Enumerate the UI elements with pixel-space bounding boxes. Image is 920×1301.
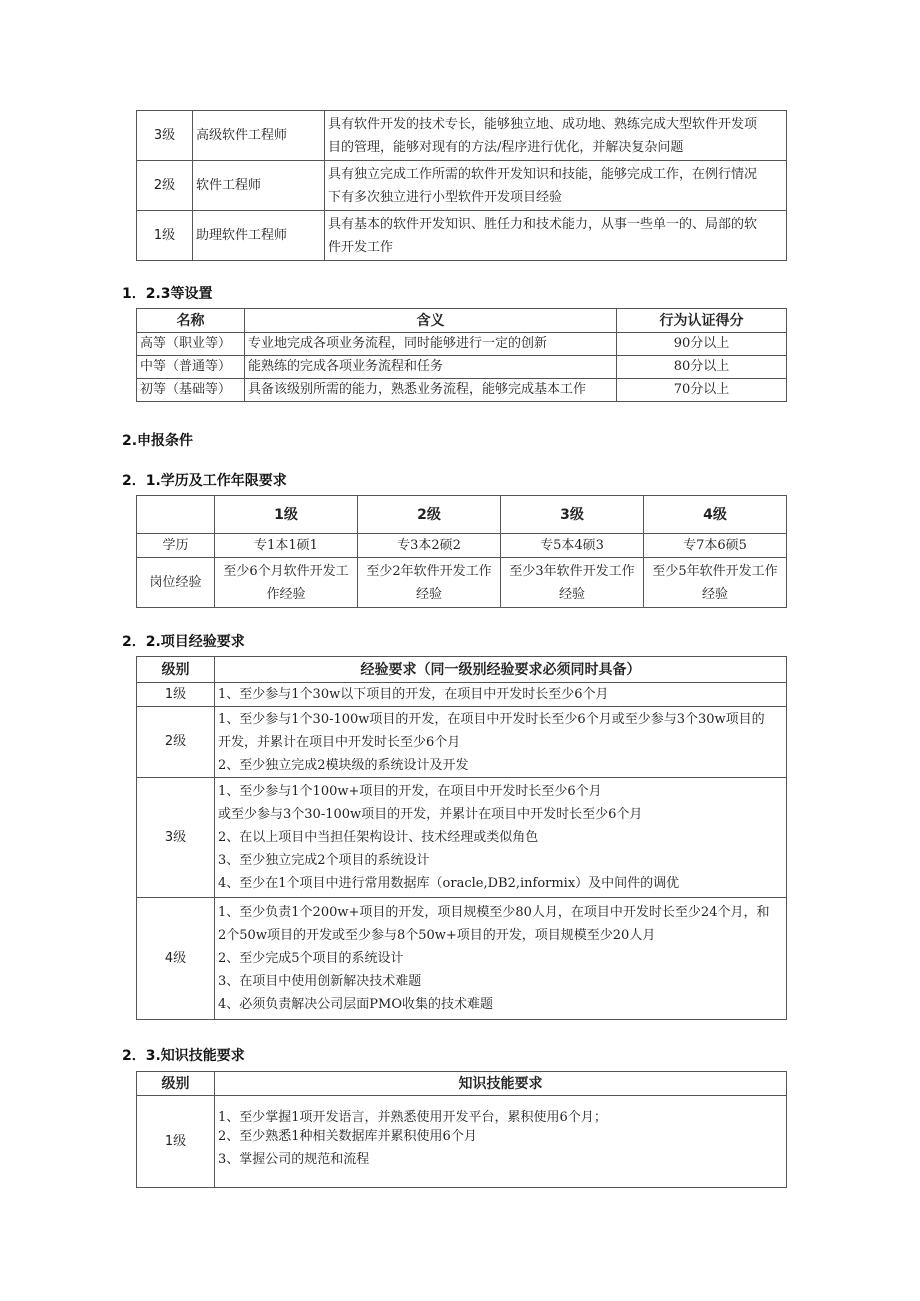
level-cell: 1级 [137, 683, 215, 707]
level-cell: 1级 [137, 211, 193, 261]
experience-line: 至少2年软件开发工作 [366, 563, 492, 579]
experience-value [644, 558, 787, 608]
grade-meaning: 能熟练的完成各项业务流程和任务 [245, 356, 617, 379]
column-header: 4级 [644, 496, 787, 534]
grade-name: 中等（普通等） [137, 356, 245, 379]
grade-setting-table [136, 308, 787, 402]
section-heading: 2．1.学历及工作年限要求 [122, 473, 287, 489]
column-header: 名称 [137, 309, 245, 333]
requirement-cell [215, 707, 787, 778]
experience-value [215, 558, 358, 608]
requirement-line: 开发，并累计在项目中开发时长至少6个月 [218, 734, 461, 750]
column-header: 级别 [137, 1072, 215, 1096]
level-cell: 1级 [137, 1096, 215, 1188]
column-header: 行为认证得分 [617, 309, 787, 333]
desc-cell [325, 211, 787, 261]
title-cell: 高级软件工程师 [193, 111, 325, 161]
level-cell: 3级 [137, 111, 193, 161]
title-cell: 助理软件工程师 [193, 211, 325, 261]
requirement-line: 2、至少独立完成2模块级的系统设计及开发 [218, 757, 469, 773]
desc-line: 具有独立完成工作所需的软件开发知识和技能，能够完成工作，在例行情况 [328, 166, 758, 182]
title-cell: 软件工程师 [193, 161, 325, 211]
requirement-cell [215, 778, 787, 898]
requirement-line: 或至少参与3个30-100w项目的开发，并累计在项目中开发时长至少6个月 [218, 807, 643, 822]
desc-line: 具有软件开发的技术专长，能够独立地、成功地、熟练完成大型软件开发项 [328, 116, 758, 132]
grade-score: 90分以上 [617, 333, 787, 356]
requirement-line: 1、至少参与1个30w以下项目的开发，在项目中开发时长至少6个月 [218, 687, 609, 702]
experience-line: 至少5年软件开发工作 [652, 563, 778, 579]
level-cell: 2级 [137, 707, 215, 778]
column-header: 经验要求（同一级别经验要求必须同时具备） [215, 657, 787, 683]
requirement-line: 4、必须负责解决公司层面PMO收集的技术难题 [218, 997, 493, 1012]
education-value: 专5本4硕3 [501, 534, 644, 558]
requirement-cell [215, 898, 787, 1020]
experience-line: 经验 [701, 586, 728, 602]
requirement-line: 1、至少参与1个100w+项目的开发，在项目中开发时长至少6个月 [218, 784, 602, 799]
section-heading: 2．3.知识技能要求 [122, 1048, 245, 1064]
column-header [137, 496, 215, 534]
desc-line: 下有多次独立进行小型软件开发项目经验 [328, 189, 563, 205]
column-header: 级别 [137, 657, 215, 683]
column-header: 3级 [501, 496, 644, 534]
level-definition-table [136, 110, 787, 261]
section-heading: 1．2.3等设置 [122, 286, 213, 302]
education-table [136, 495, 787, 608]
requirement-line: 2、至少熟悉1种相关数据库并累积使用6个月 [218, 1129, 477, 1144]
column-header: 1级 [215, 496, 358, 534]
requirement-line: 4、至少在1个项目中进行常用数据库（oracle,DB2,informix）及中间件的调优 [218, 876, 680, 891]
requirement-line: 1、至少参与1个30-100w项目的开发，在项目中开发时长至少6个月或至少参与3个30w项目的 [218, 711, 765, 727]
requirement-line: 3、在项目中使用创新解决技术难题 [218, 974, 422, 989]
experience-line: 至少6个月软件开发工 [223, 563, 349, 579]
column-header: 知识技能要求 [215, 1072, 787, 1096]
requirement-line: 2、至少完成5个项目的系统设计 [218, 951, 404, 966]
requirement-cell [215, 1096, 787, 1188]
experience-line: 经验 [415, 586, 442, 602]
experience-line: 至少3年软件开发工作 [509, 563, 635, 579]
education-value: 专7本6硕5 [644, 534, 787, 558]
grade-meaning: 专业地完成各项业务流程，同时能够进行一定的创新 [245, 333, 617, 356]
grade-name: 初等（基础等） [137, 379, 245, 402]
requirement-line: 3、掌握公司的规范和流程 [218, 1152, 370, 1167]
desc-line: 目的管理，能够对现有的方法/程序进行优化，并解决复杂问题 [328, 139, 684, 155]
experience-value [358, 558, 501, 608]
requirement-cell [215, 683, 787, 707]
requirement-line: 2个50w项目的开发或至少参与8个50w+项目的开发，项目规模至少20人月 [218, 928, 656, 943]
section-heading: 2．2.项目经验要求 [122, 634, 245, 650]
grade-name: 高等（职业等） [137, 333, 245, 356]
level-cell: 2级 [137, 161, 193, 211]
experience-line: 作经验 [266, 586, 306, 602]
grade-score: 80分以上 [617, 356, 787, 379]
experience-line: 经验 [558, 586, 585, 602]
education-value: 专3本2硕2 [358, 534, 501, 558]
section-heading: 2.申报条件 [122, 433, 194, 449]
knowledge-skill-table [136, 1071, 787, 1188]
requirement-line: 2、在以上项目中当担任架构设计、技术经理或类似角色 [218, 830, 539, 845]
requirement-line: 1、至少掌握1项开发语言，并熟悉使用开发平台，累积使用6个月； [218, 1110, 607, 1125]
education-value: 专1本1硕1 [215, 534, 358, 558]
desc-cell [325, 111, 787, 161]
desc-line: 件开发工作 [328, 239, 394, 255]
desc-line: 具有基本的软件开发知识、胜任力和技术能力，从事一些单一的、局部的软 [328, 216, 758, 232]
experience-value [501, 558, 644, 608]
row-label: 岗位经验 [137, 558, 215, 608]
project-experience-table [136, 656, 787, 1020]
grade-score: 70分以上 [617, 379, 787, 402]
level-cell: 3级 [137, 778, 215, 898]
level-cell: 4级 [137, 898, 215, 1020]
desc-cell [325, 161, 787, 211]
grade-meaning: 具备该级别所需的能力，熟悉业务流程，能够完成基本工作 [245, 379, 617, 402]
column-header: 含义 [245, 309, 617, 333]
requirement-line: 1、至少负责1个200w+项目的开发，项目规模至少80人月，在项目中开发时长至少24个月，和 [218, 905, 770, 920]
column-header: 2级 [358, 496, 501, 534]
requirement-line: 3、至少独立完成2个项目的系统设计 [218, 853, 430, 868]
row-label: 学历 [137, 534, 215, 558]
